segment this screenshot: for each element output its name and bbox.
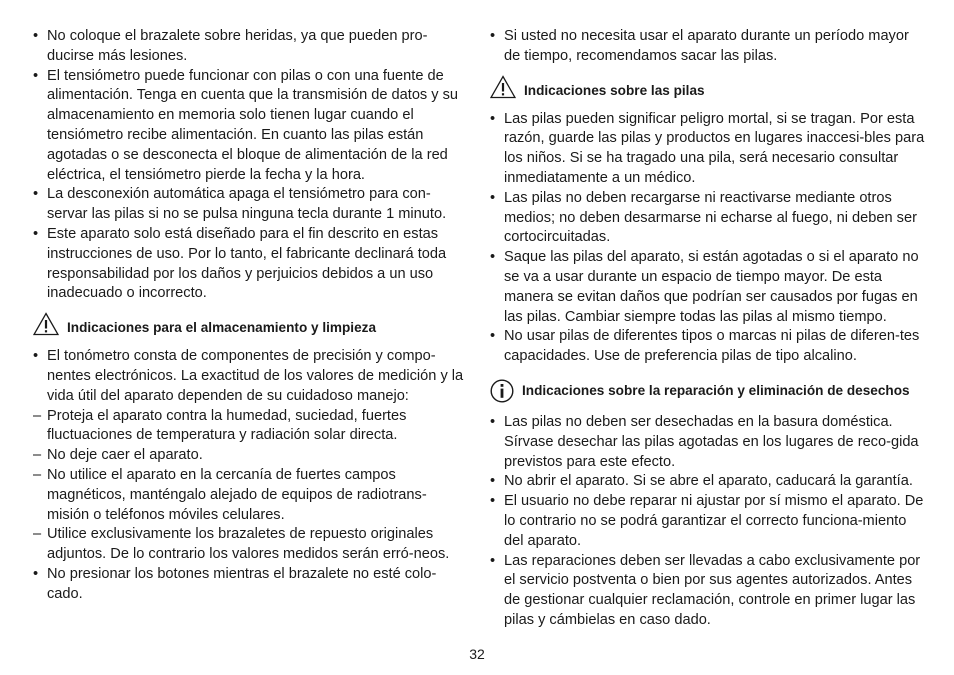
repair-list: [490, 413, 926, 631]
repair-heading-text: Indicaciones sobre la reparación y eliminación de desechos: [522, 382, 910, 398]
dash-item: – Proteja el aparato contra la humedad, suciedad, fuertes fluctuaciones de temperatura y radiación solar directa.: [33, 407, 465, 447]
list-item: • El usuario no debe reparar ni ajustar por sí mismo el aparato. De lo contrario no se podrá garantizar el correcto funciona-miento del aparato.: [490, 492, 926, 551]
dash-item: – Utilice exclusivamente los brazaletes de repuesto originales adjuntos. De lo contrario los valores medidos serán erró-neos.: [33, 525, 465, 565]
storage-heading: [33, 318, 465, 337]
battery-list: [490, 110, 926, 367]
left-intro-list: [33, 27, 465, 304]
warning-icon: [490, 75, 516, 99]
storage-list: [33, 347, 465, 604]
right-column: [490, 27, 926, 631]
repair-heading: [490, 381, 926, 403]
list-item: • Las pilas pueden significar peligro mortal, si se tragan. Por esta razón, guarde las pilas y productos en lugares inaccesi-bles para los niños. Si se ha tragado una pila, será necesario consultar inmediatamente a un médico.: [490, 110, 926, 189]
storage-intro: • El tonómetro consta de componentes de precisión y compo-nentes electrónicos. La exactitud de los valores de medición y la vida útil del aparato dependen de su cuidadoso manejo:: [47, 348, 464, 404]
list-item: • El tensiómetro puede funcionar con pilas o con una fuente de alimentación. Tenga en cuenta que la transmisión de datos y su almacenamiento en memoria solo tienen lugar cuando el tensiómetro recibe alimentación. En cuanto las pilas están agotadas o se desconecta el bloque de alimentación de la red eléctrica, el tensiómetro pierde la fecha y la hora.: [33, 67, 465, 186]
list-item: • No abrir el aparato. Si se abre el aparato, caducará la garantía.: [490, 472, 926, 492]
list-item: • No usar pilas de diferentes tipos o marcas ni pilas de diferen-tes capacidades. Use de preferencia pilas de tipo alcalino.: [490, 327, 926, 367]
dash-item: – No utilice el aparato en la cercanía de fuertes campos magnéticos, manténgalo alejado de equipos de radiotrans-misión o teléfonos móviles celulares.: [33, 466, 465, 525]
info-icon: [490, 379, 514, 403]
list-item: • Si usted no necesita usar el aparato durante un período mayor de tiempo, recomendamos sacar las pilas.: [490, 27, 926, 67]
list-item: • No coloque el brazalete sobre heridas, ya que pueden pro-ducirse más lesiones.: [33, 27, 465, 67]
list-item: [33, 347, 465, 565]
list-item: • No presionar los botones mientras el brazalete no esté colo-cado.: [33, 565, 465, 605]
list-item: • Este aparato solo está diseñado para el fin descrito en estas instrucciones de uso. Por lo tanto, el fabricante declinará toda responsabilidad por los daños y perjuicios debidos a un uso inadecuado o incorrecto.: [33, 225, 465, 304]
list-item: • Las pilas no deben ser desechadas en la basura doméstica. Sírvase desechar las pilas agotadas en los lugares de reco-gida previstos para este efecto.: [490, 413, 926, 472]
left-column: [33, 27, 465, 605]
page-number: 32: [469, 646, 485, 662]
storage-heading-text: Indicaciones para el almacenamiento y limpieza: [67, 320, 377, 336]
battery-heading-text: Indicaciones sobre las pilas: [524, 82, 705, 98]
right-intro-list: [490, 27, 926, 67]
list-item: • Saque las pilas del aparato, si están agotadas o si el aparato no se va a usar durante un espacio de tiempo mayor. De esta manera se evitan daños que podrían ser causados por fugas en las pilas. Cambiar siempre todas las pilas al mismo tiempo.: [490, 248, 926, 327]
dash-item: – No deje caer el aparato.: [33, 446, 465, 466]
list-item: • Las pilas no deben recargarse ni reactivarse mediante otros medios; no deben desarmarse ni echarse al fuego, ni deben ser cortocircuitadas.: [490, 189, 926, 248]
storage-dash-list: [47, 407, 465, 565]
warning-icon: [33, 312, 59, 336]
list-item: • La desconexión automática apaga el tensiómetro para con-servar las pilas si no se pulsa ninguna tecla durante 1 minuto.: [33, 185, 465, 225]
battery-heading: [490, 81, 926, 100]
list-item: • Las reparaciones deben ser llevadas a cabo exclusivamente por el servicio postventa o bien por sus agentes autorizados. Antes de gestionar cualquier reclamación, controle en primer lugar las pilas y cámbielas en caso dado.: [490, 552, 926, 631]
